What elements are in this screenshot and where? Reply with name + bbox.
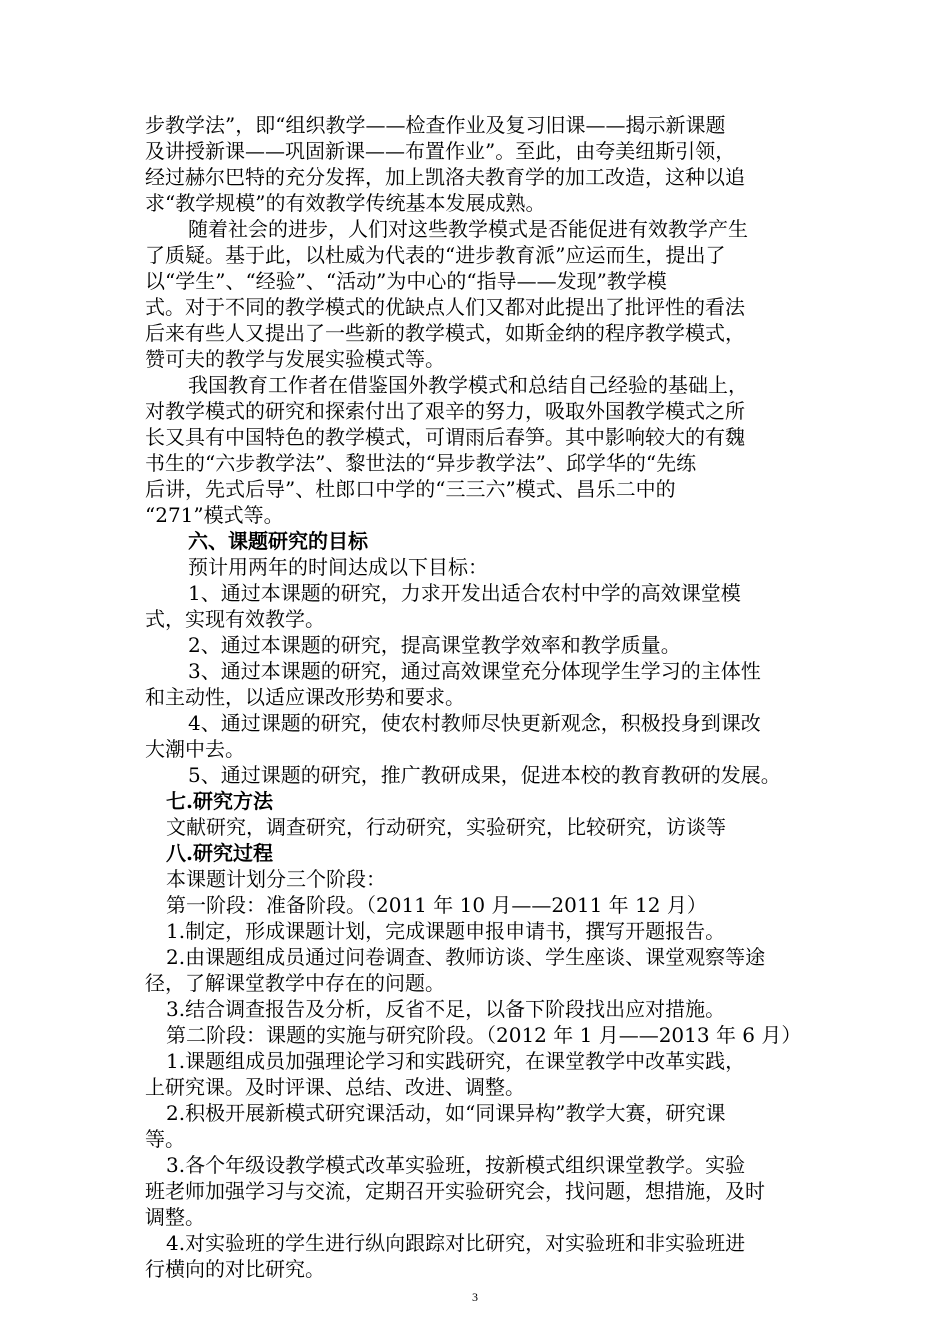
text-line: 以“学生”、“经验”、“活动”为中心的“指导——发现”教学模	[145, 269, 667, 293]
text-line: 1、通过本课题的研究，力求开发出适合农村中学的高效课堂模	[188, 581, 741, 605]
text-line: 4、通过课题的研究，使农村教师尽快更新观念，积极投身到课改	[188, 711, 761, 735]
text-line: 及讲授新课——巩固新课——布置作业”。至此，由夸美纽斯引领，	[145, 139, 736, 163]
text-line: 赞可夫的教学与发展实验模式等。	[145, 347, 445, 371]
text-line: 3.各个年级设教学模式改革实验班，按新模式组织课堂教学。实验	[166, 1153, 746, 1177]
text-line: 行横向的对比研究。	[145, 1257, 325, 1281]
text-line: 预计用两年的时间达成以下目标：	[188, 555, 488, 579]
text-line: 2.积极开展新模式研究课活动，如“同课异构”教学大赛，研究课	[166, 1101, 726, 1125]
text-line: 1.制定，形成课题计划，完成课题申报申请书，撰写开题报告。	[166, 919, 726, 943]
text-line: 1.课题组成员加强理论学习和实践研究，在课堂教学中改革实践，	[166, 1049, 746, 1073]
text-line: 式。对于不同的教学模式的优缺点人们又都对此提出了批评性的看法	[145, 295, 745, 319]
text-line: 式，实现有效教学。	[145, 607, 325, 631]
text-line: 随着社会的进步，人们对这些教学模式是否能促进有效教学产生	[188, 217, 748, 241]
text-line: 后来有些人又提出了一些新的教学模式，如斯金纳的程序教学模式，	[145, 321, 745, 345]
text-line: 本课题计划分三个阶段：	[166, 867, 386, 891]
text-line: 书生的“六步教学法”、黎世法的“异步教学法”、邱学华的“先练	[145, 451, 697, 475]
text-line: 了质疑。基于此，以杜威为代表的“进步教育派”应运而生，提出了	[145, 243, 726, 267]
text-line: 对教学模式的研究和探索付出了艰辛的努力，吸取外国教学模式之所	[145, 399, 745, 423]
text-line: 径，了解课堂教学中存在的问题。	[145, 971, 445, 995]
text-line: 和主动性，以适应课改形势和要求。	[145, 685, 465, 709]
text-line: 我国教育工作者在借鉴国外教学模式和总结自己经验的基础上，	[188, 373, 748, 397]
text-line: 第一阶段：准备阶段。（2011 年 10 月——2011 年 12 月）	[166, 893, 707, 917]
text-line: 3.结合调查报告及分析，反省不足，以备下阶段找出应对措施。	[166, 997, 726, 1021]
text-line: 2.由课题组成员通过问卷调查、教师访谈、学生座谈、课堂观察等途	[166, 945, 766, 969]
text-line: 文献研究，调查研究，行动研究，实验研究，比较研究，访谈等	[166, 815, 726, 839]
text-line: 长又具有中国特色的教学模式，可谓雨后春笋。其中影响较大的有魏	[145, 425, 745, 449]
text-line: 调整。	[145, 1205, 205, 1229]
section-heading-methods: 七.研究方法	[166, 789, 273, 813]
text-line: 班老师加强学习与交流，定期召开实验研究会，找问题，想措施，及时	[145, 1179, 765, 1203]
text-line: 4.对实验班的学生进行纵向跟踪对比研究，对实验班和非实验班进	[166, 1231, 746, 1255]
text-line: 第二阶段：课题的实施与研究阶段。（2012 年 1 月——2013 年 6 月）	[166, 1023, 802, 1047]
text-line: 3、通过本课题的研究，通过高效课堂充分体现学生学习的主体性	[188, 659, 761, 683]
text-line: “271”模式等。	[145, 503, 284, 527]
page-number: 3	[472, 1290, 478, 1304]
text-line: 步教学法”，即“组织教学——检查作业及复习旧课——揭示新课题	[145, 113, 726, 137]
text-line: 大潮中去。	[145, 737, 245, 761]
section-heading-goals: 六、课题研究的目标	[188, 529, 368, 553]
text-line: 求“教学规模”的有效教学传统基本发展成熟。	[145, 191, 546, 215]
text-line: 经过赫尔巴特的充分发挥，加上凯洛夫教育学的加工改造，这种以追	[145, 165, 745, 189]
text-line: 5、通过课题的研究，推广教研成果，促进本校的教育教研的发展。	[188, 763, 781, 787]
text-line: 2、通过本课题的研究，提高课堂教学效率和教学质量。	[188, 633, 681, 657]
text-line: 上研究课。及时评课、总结、改进、调整。	[145, 1075, 525, 1099]
text-line: 后讲，先式后导”、杜郎口中学的“三三六”模式、昌乐二中的	[145, 477, 676, 501]
text-line: 等。	[145, 1127, 185, 1151]
section-heading-process: 八.研究过程	[166, 841, 273, 865]
